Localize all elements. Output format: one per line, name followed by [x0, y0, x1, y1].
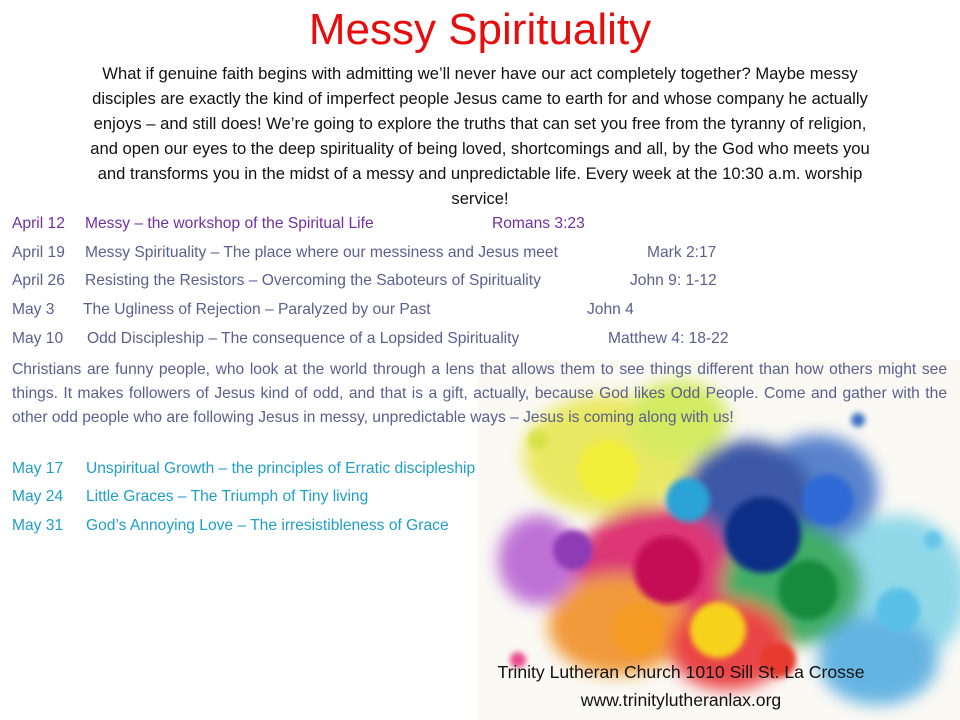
schedule-date: April 12 — [12, 215, 65, 232]
schedule-date: May 10 — [12, 330, 64, 347]
schedule-scripture: Matthew 4: 18-22 — [608, 330, 729, 347]
schedule-date: May 24 — [12, 488, 64, 505]
schedule-date: May 17 — [12, 460, 64, 477]
intro-paragraph — [14, 61, 946, 211]
schedule-topic: Little Graces – The Triumph of Tiny living — [86, 488, 369, 505]
odd-people-paragraph: Christians are funny people, who look at the world through a lens that allows them to see things different than how others might see things. It makes followers of Jesus kind of odd, and that is a gift, actually, because God likes Odd People. Come and gather with the other odd people who are following Jesus in messy, unpredictable ways – Jesus is coming along with us! — [12, 361, 947, 426]
schedule-scripture: John 4 — [587, 301, 634, 318]
schedule-topic: Messy – the workshop of the Spiritual Life — [85, 215, 374, 232]
intro-line: service! — [451, 189, 509, 208]
schedule-date: May 31 — [12, 517, 64, 534]
schedule-date: April 26 — [12, 272, 65, 289]
schedule-date: April 19 — [12, 244, 65, 261]
schedule-topic: Resisting the Resistors – Overcoming the Saboteurs of Spirituality — [85, 272, 541, 289]
schedule-topic: Odd Discipleship – The consequence of a Lopsided Spirituality — [87, 330, 520, 347]
intro-line: and open our eyes to the deep spirituality of being loved, shortcomings and all, by the God who meets you — [90, 139, 870, 158]
church-website[interactable]: www.trinitylutheranlax.org — [580, 690, 782, 710]
schedule-topic: Messy Spirituality – The place where our messiness and Jesus meet — [85, 244, 558, 261]
intro-line: and transforms you in the midst of a messy and unpredictable life. Every week at the 10:30 a.m. worship — [97, 164, 863, 183]
church-address: Trinity Lutheran Church 1010 Sill St. La Crosse — [497, 662, 865, 682]
page-title: Messy Spirituality — [308, 5, 652, 54]
schedule-date: May 3 — [12, 301, 55, 318]
schedule-topic: God’s Annoying Love – The irresistibleness of Grace — [86, 517, 449, 534]
intro-line: What if genuine faith begins with admitting we’ll never have our act completely together? Maybe messy — [102, 64, 858, 83]
schedule-scripture: Romans 3:23 — [492, 215, 585, 232]
schedule-topic: Unspiritual Growth – the principles of Erratic discipleship — [86, 460, 476, 477]
intro-line: disciples are exactly the kind of imperfect people Jesus came to earth for and whose company he actually — [92, 89, 868, 108]
schedule-topic: The Ugliness of Rejection – Paralyzed by our Past — [83, 301, 431, 318]
schedule-scripture: Mark 2:17 — [647, 244, 717, 261]
schedule-scripture: John 9: 1-12 — [630, 272, 717, 289]
intro-line: enjoys – and still does! We’re going to explore the truths that can set you free from the tyranny of religion, — [93, 114, 867, 133]
